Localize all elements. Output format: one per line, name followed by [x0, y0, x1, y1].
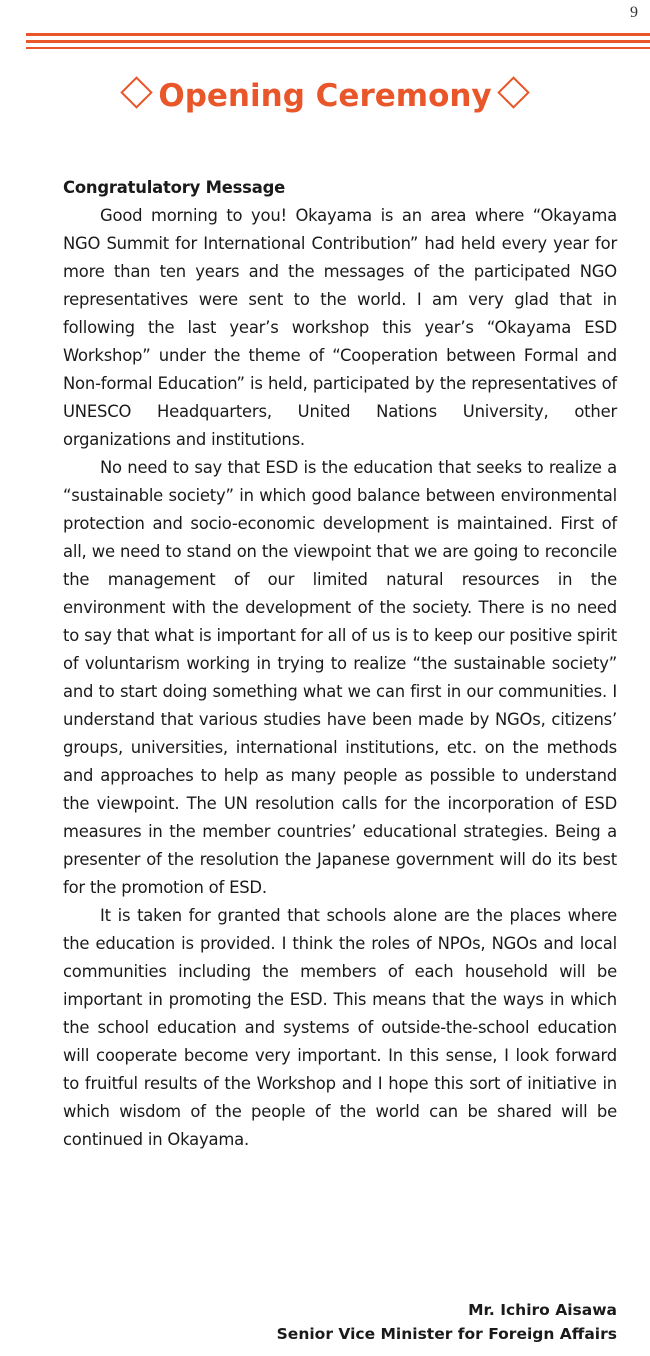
- signature-name: Mr. Ichiro Aisawa: [468, 1301, 617, 1319]
- page-number: 9: [630, 4, 638, 21]
- header-rule-middle: [26, 40, 650, 43]
- diamond-left-icon: [120, 76, 153, 109]
- diamond-right-icon: [497, 76, 530, 109]
- paragraph-3: It is taken for granted that schools alone are the places where the education is provided. I think the roles of NPOs, NGOs and local communities including the members of each household will be important in promoting the ESD. This means that the ways in which the school education and systems of outside-the-school education will cooperate become very important. In this sense, I look forward to fruitful results of the Workshop and I hope this sort of initiative in which wisdom of the people of the world can be shared will be continued in Okayama.: [63, 906, 617, 1149]
- page-title: Opening Ceremony: [158, 78, 492, 114]
- section-heading: Congratulatory Message: [63, 178, 286, 197]
- paragraph-2: No need to say that ESD is the education that seeks to realize a “sustainable society” in which good balance between environmental protection and socio-economic development is maintained. First of all, we need to stand on the viewpoint that we are going to reconcile the management of our limited natural resources in the environment with the development of the society. There is no need to say that what is important for all of us is to keep our positive spirit of voluntarism working in trying to realize “the sustainable society” and to start doing something what we can first in our communities. I understand that various studies have been made by NGOs, citizens’ groups, universities, international institutions, etc. on the methods and approaches to help as many people as possible to understand the viewpoint. The UN resolution calls for the incorporation of ESD measures in the member countries’ educational strategies. Being a presenter of the resolution the Japanese government will do its best for the promotion of ESD.: [63, 458, 617, 897]
- message-body: [63, 174, 617, 1154]
- signature-position: Senior Vice Minister for Foreign Affairs: [276, 1325, 617, 1343]
- header-rule-bottom: [26, 47, 650, 49]
- header-rule-top: [26, 33, 650, 36]
- page-title-block: [0, 78, 650, 114]
- signature-block: [277, 1298, 617, 1346]
- paragraph-1: Good morning to you! Okayama is an area where “Okayama NGO Summit for International Contribution” had held every year for more than ten years and the messages of the participated NGO representatives were sent to the world. I am very glad that in following the last year’s workshop this year’s “Okayama ESD Workshop” under the theme of “Cooperation between Formal and Non-formal Education” is held, participated by the representatives of UNESCO Headquarters, United Nations University, other organizations and institutions.: [63, 206, 617, 449]
